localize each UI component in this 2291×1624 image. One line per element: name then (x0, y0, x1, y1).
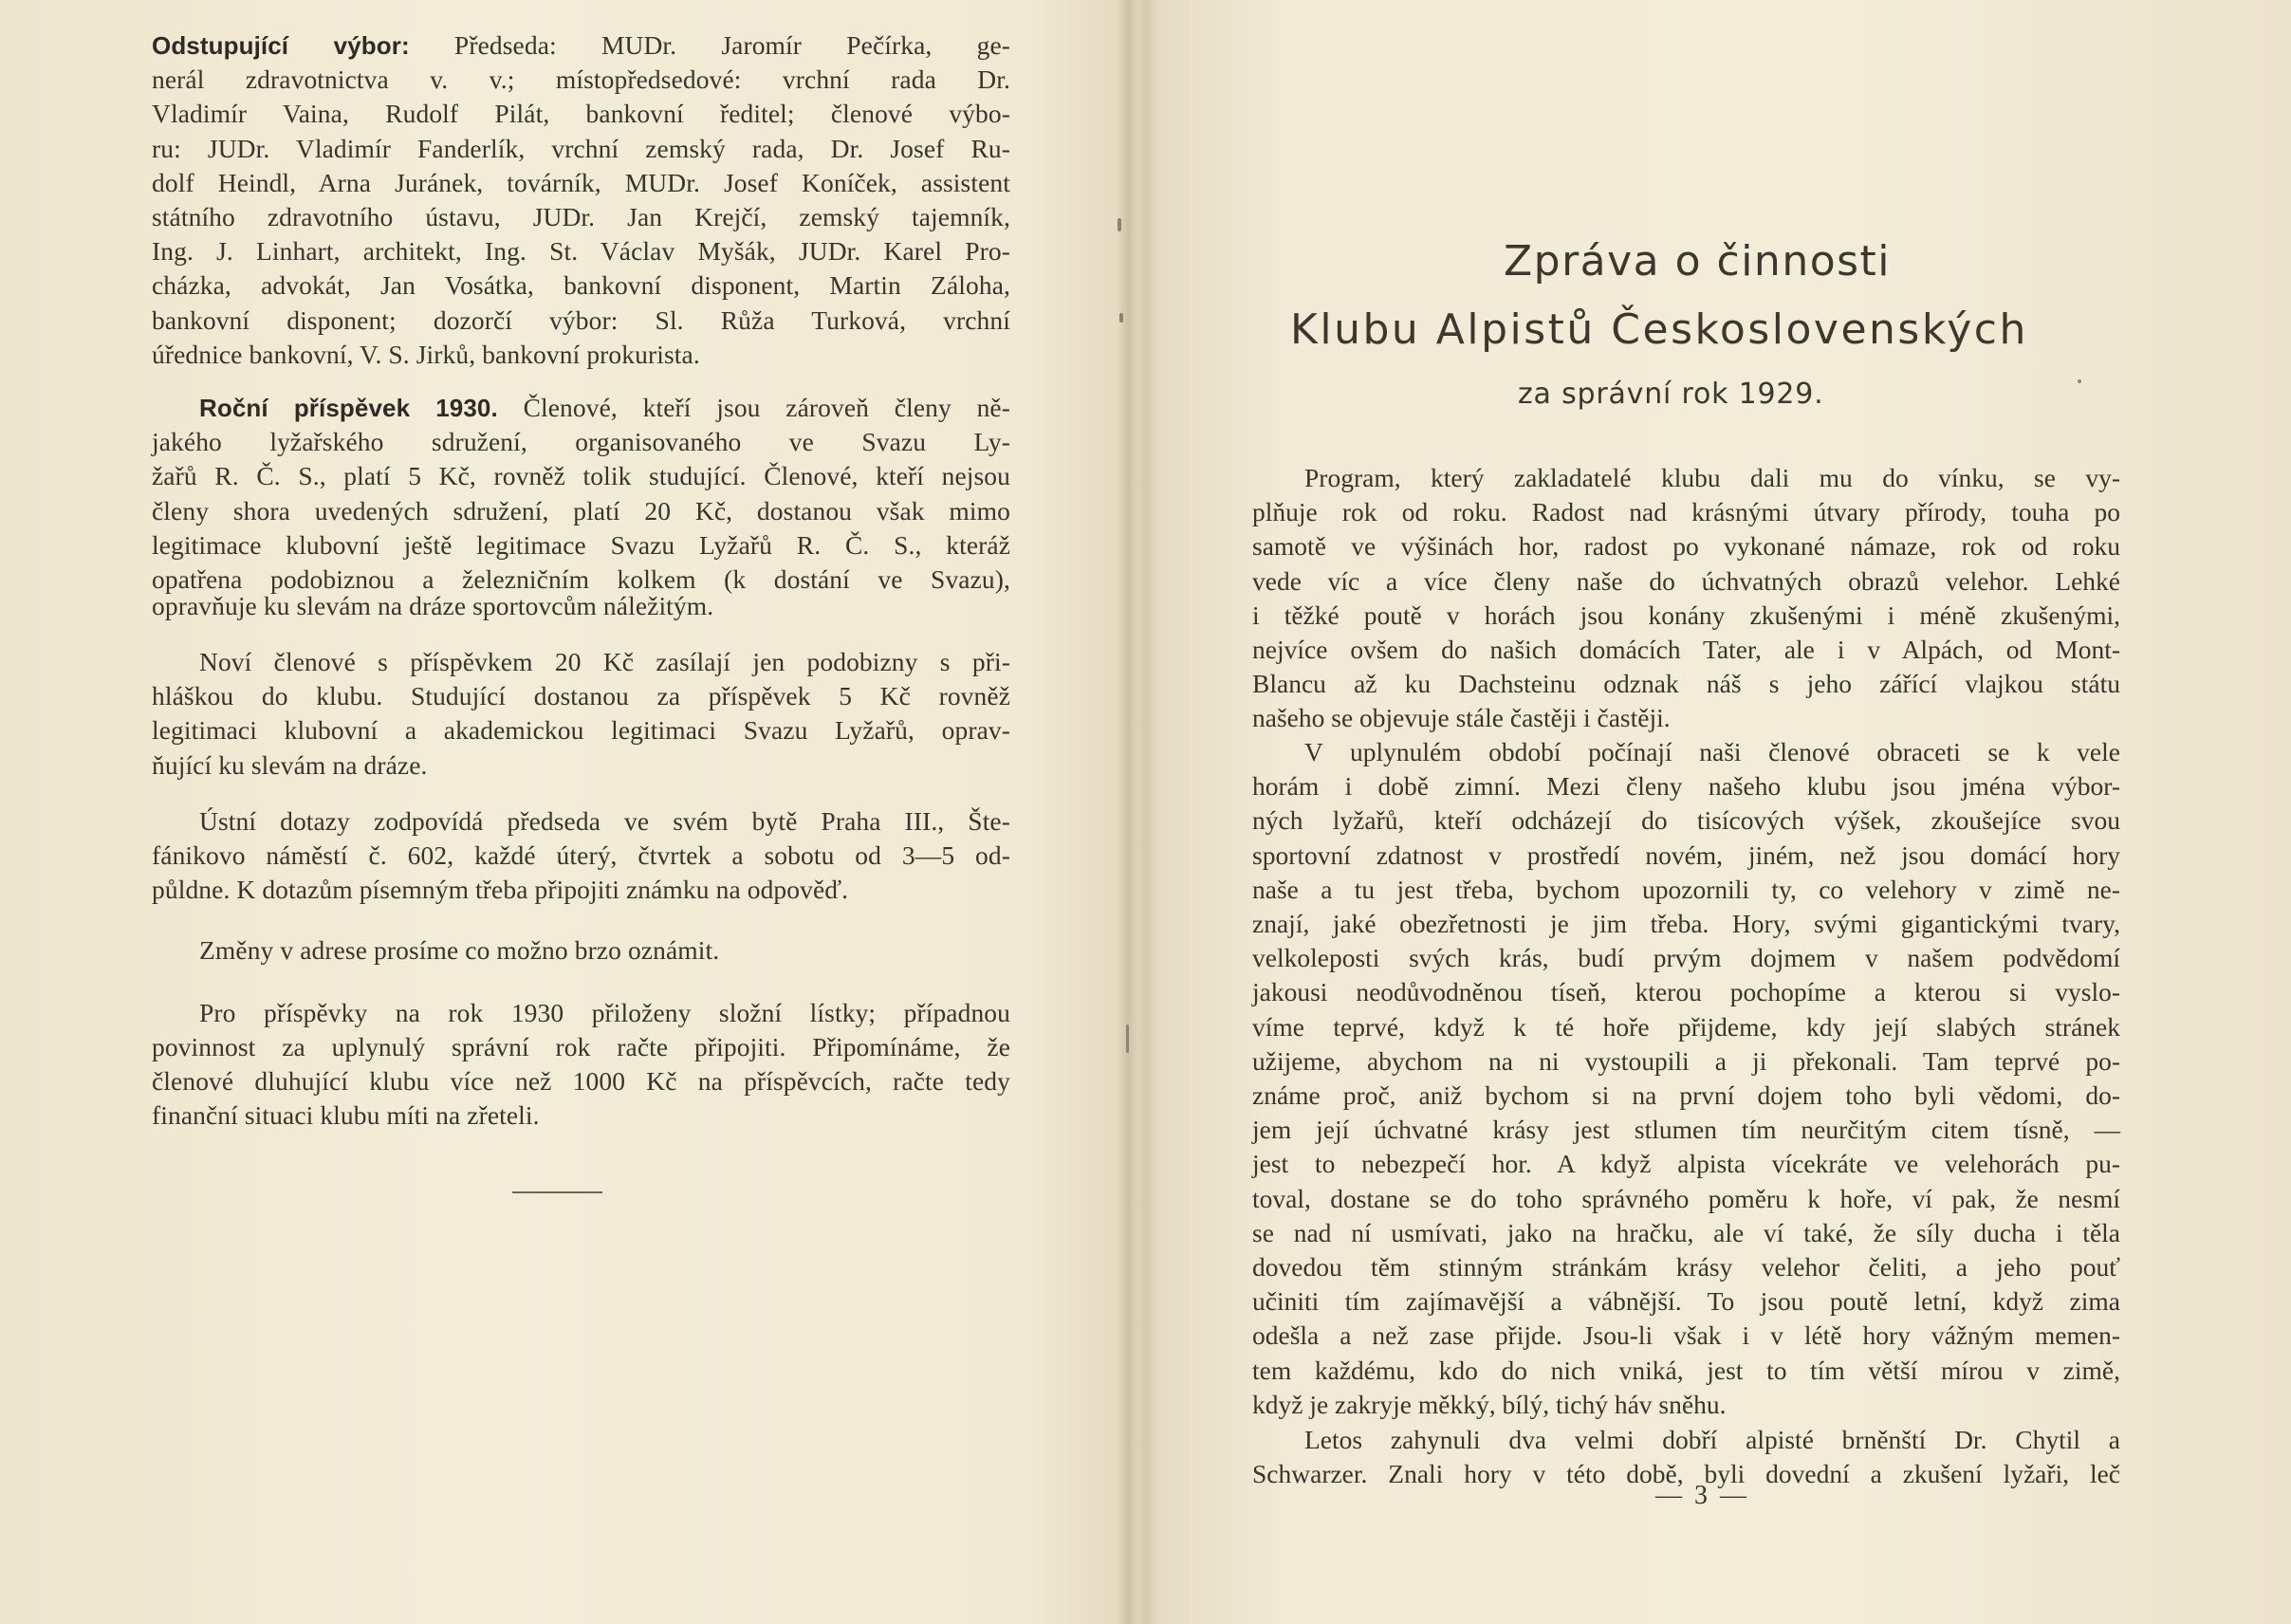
report-paragraph-2 (1252, 735, 2120, 1388)
report-paragraph-2-last (1252, 1388, 2120, 1422)
annual-fee-last-line (152, 589, 1010, 623)
payments-line: členové dluhující klubu více než 1000 Kč na příspěvcích, račte tedy (152, 1066, 1010, 1097)
new-members-line: legitimaci klubovní a akademickou legitimaci Svazu Lyžařů, oprav- (152, 715, 1010, 746)
report-line: když je zakryje měkký, bílý, tichý háv sněhu. (1252, 1390, 1727, 1419)
report-line: učiniti tím zajímavější a vábnější. To jsou poutě letní, když zima (1252, 1286, 2120, 1317)
committee-label: Odstupující výbor: (152, 31, 410, 60)
report-line: jem její úchvatné krásy jest stlumen tím neurčitým citem tísně, — (1252, 1115, 2120, 1145)
inquiries-line: fánikovo náměstí č. 602, každé úterý, čtvrtek a sobotu od 3—5 od- (152, 840, 1010, 871)
fee-line: opravňuje ku slevám na dráze sportovcům náležitým. (152, 591, 714, 620)
report-line: naše a tu jest třeba, bychom upozornili ty, co velehory v zimě ne- (1252, 874, 2120, 904)
report-paragraph-1 (1252, 461, 2120, 701)
committee-line: bankovní disponent; dozorčí výbor: Sl. Růža Turková, vrchní (152, 304, 1010, 335)
report-line: velkoleposti svých krás, budí prvým dojmem v našem podvědomí (1252, 943, 2120, 973)
committee-line: Ing. J. Linhart, architekt, Ing. St. Václav Myšák, JUDr. Karel Pro- (152, 236, 1010, 267)
report-line: Program, který zakladatelé klubu dali mu do vínku, se vy- (1304, 463, 2120, 492)
binding-mark (1119, 313, 1123, 323)
inquiries-last-line (152, 873, 1010, 907)
report-line: ných lyžařů, kteří odcházejí do tisícových výšek, zkoušejíce svou (1252, 805, 2120, 836)
new-members-line: hláškou do klubu. Studující dostanou za příspěvek 5 Kč rovněž (152, 681, 1010, 711)
address-change-paragraph (199, 933, 1010, 968)
report-line: vede víc a více členy naše do úchvatných obrazů velehor. Lehké (1252, 565, 2120, 596)
report-line: Blancu až ku Dachsteinu odznak náš s jeho zářící vlajkou státu (1252, 669, 2120, 699)
report-line: víme teprvé, když k té hoře přijdeme, kdy její slabých stránek (1252, 1011, 2120, 1042)
report-line: plňuje rok od roku. Radost nad krásnými útvary přírody, touha po (1252, 497, 2120, 527)
address-change-text: Změny v adrese prosíme co možno brzo oznámit. (199, 935, 720, 965)
payments-paragraph (152, 996, 1010, 1099)
paper-speck (2078, 379, 2081, 383)
report-line: horám i době zimní. Mezi členy našeho klubu jsou jména výbor- (1252, 771, 2120, 802)
committee-line: nerál zdravotnictva v. v.; místopředsedové: vrchní rada Dr. (152, 65, 1010, 95)
fee-line: legitimace klubovní ještě legitimace Svazu Lyžařů R. Č. S., kteráž (152, 529, 1010, 560)
payments-line: povinnost za uplynulý správní rok račte připojiti. Připomínáme, že (152, 1032, 1010, 1062)
fee-line: jakého lyžařského sdružení, organisovaného ve Svazu Ly- (152, 427, 1010, 457)
annual-fee-label: Roční příspěvek 1930. (199, 394, 498, 422)
fee-line: opatřena podobiznou a železničním kolkem (k dostání ve Svazu), (152, 564, 1010, 595)
committee-line: státního zdravotního ústavu, JUDr. Jan Krejčí, zemský tajemník, (152, 202, 1010, 232)
inquiries-paragraph (152, 804, 1010, 873)
binding-mark (1118, 218, 1121, 231)
fee-line: žařů R. Č. S., platí 5 Kč, rovněž tolik studující. Členové, kteří nejsou (152, 461, 1010, 491)
report-line: našeho se objevuje stále častěji i častěji. (1252, 703, 1671, 732)
fee-line: členy shora uvedených sdružení, platí 20 Kč, dostanou však mimo (152, 495, 1010, 526)
report-title-line1: Zpráva o činnosti (1504, 237, 1892, 286)
report-line: jest to nebezpečí hor. A když alpista vícekráte ve velehorách pu- (1252, 1149, 2120, 1179)
payments-line: finanční situaci klubu míti na zřeteli. (152, 1100, 540, 1130)
report-line: jakousi neodůvodněnou tíseň, kterou pochopíme a kterou si vyslo- (1252, 977, 2120, 1007)
committee-line: cházka, advokát, Jan Vosátka, bankovní disponent, Martin Záloha, (152, 270, 1010, 301)
report-line: známe proč, aniž bychom si na první dojem toho byli vědomi, do- (1252, 1080, 2120, 1111)
committee-line: úřednice bankovní, V. S. Jirků, bankovní prokurista. (152, 340, 700, 369)
report-line: nejvíce ovšem do našich domácích Tater, ale i v Alpách, od Mont- (1252, 635, 2120, 665)
report-line: odešla a než zase přijde. Jsou-li však i v létě hory vážným memen- (1252, 1320, 2120, 1351)
page-number: — 3 — (1655, 1481, 1749, 1510)
report-line: dovedou těm stinným stránkám krásy velehor čeliti, a jeho pouť (1252, 1252, 2120, 1283)
committee-line: Vladimír Vaina, Rudolf Pilát, bankovní ředitel; členové výbo- (152, 99, 1010, 129)
report-subtitle: za správní rok 1929. (1518, 378, 1824, 411)
new-members-line: ňující ku slevám na dráze. (152, 750, 428, 780)
report-line: se nad ní usmívati, jako na hračku, ale ví také, že síly ducha i těla (1252, 1217, 2120, 1247)
report-line: Schwarzer. Znali hory v této době, byli dovední a zkušení lyžaři, leč (1252, 1459, 2120, 1489)
report-line: i těžké poutě v horách jsou konány zkušenými i méně zkušenými, (1252, 600, 2120, 630)
committee-line: ru: JUDr. Vladimír Fanderlík, vrchní zemský rada, Dr. Josef Ru- (152, 133, 1010, 163)
section-divider-rule (512, 1191, 602, 1193)
report-title-line2: Klubu Alpistů Československých (1290, 305, 2028, 354)
new-members-line: Noví členové s příspěvkem 20 Kč zasílají jen podobizny s při- (199, 647, 1010, 676)
new-members-last-line (152, 748, 1010, 783)
report-line: užijeme, abychom na ni vystoupili a ji překonali. Tam teprvé po- (1252, 1045, 2120, 1076)
report-paragraph-1-last (1252, 701, 2120, 735)
report-line: sportovní zdatnost v prostředí novém, jiném, než jsou domácí hory (1252, 840, 2120, 870)
report-line: znají, jaké obezřetnosti je jim třeba. Hory, svými gigantickými tvary, (1252, 909, 2120, 939)
annual-fee-paragraph (152, 391, 1010, 597)
fee-line: Členové, kteří jsou zároveň členy ně- (497, 393, 1010, 422)
committee-last-line (152, 338, 1010, 372)
report-line: toval, dostane se do toho správného poměru k hoře, ví pak, že nesmí (1252, 1183, 2120, 1213)
inquiries-line: půldne. K dotazům písemným třeba připojiti známku na odpověď. (152, 875, 849, 904)
committee-line: dolf Heindl, Arna Juránek, továrník, MUDr. Josef Koníček, assistent (152, 167, 1010, 197)
committee-line: Předseda: MUDr. Jaromír Pečírka, ge- (409, 30, 1011, 60)
payments-line: Pro příspěvky na rok 1930 přiloženy složní lístky; případnou (199, 998, 1010, 1027)
report-line: samotě ve výšinách hor, radost po vykonané námaze, rok od roku (1252, 531, 2120, 562)
inquiries-line: Ústní dotazy zodpovídá předseda ve svém bytě Praha III., Šte- (199, 806, 1010, 836)
new-members-paragraph (152, 645, 1010, 748)
report-line: tem každému, kdo do nich vniká, jest to tím větší mírou v zimě, (1252, 1355, 2120, 1385)
committee-paragraph (152, 28, 1010, 338)
binding-mark (1126, 1024, 1129, 1053)
report-line: Letos zahynuli dva velmi dobří alpisté brněnští Dr. Chytil a (1304, 1425, 2120, 1454)
payments-last-line (152, 1098, 1010, 1133)
report-line: V uplynulém období počínají naši členové obraceti se k vele (1304, 737, 2120, 766)
